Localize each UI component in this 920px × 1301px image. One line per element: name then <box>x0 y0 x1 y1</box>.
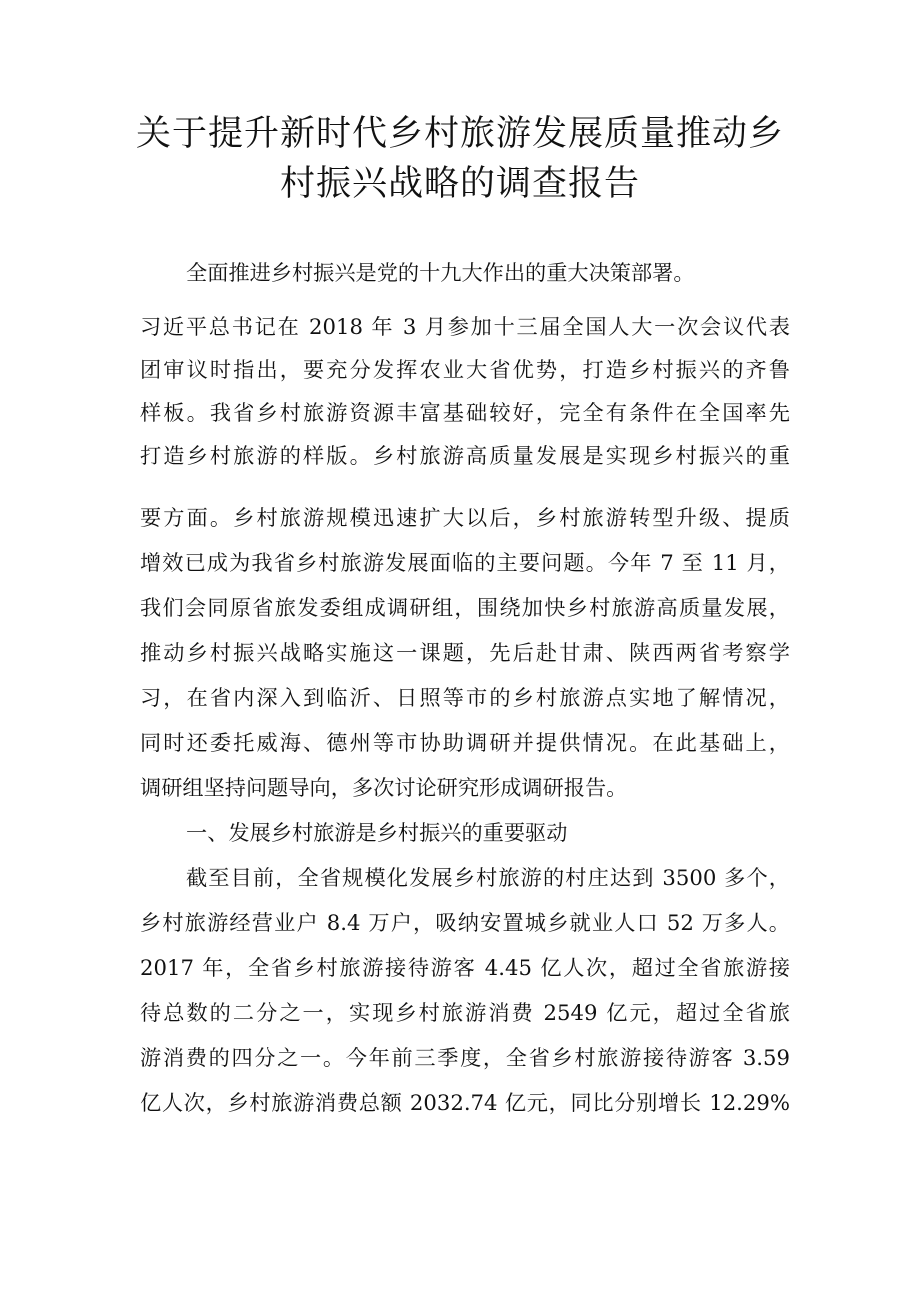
document-title-line-1: 关于提升新时代乡村旅游发展质量推动乡 <box>135 114 784 154</box>
paragraph-1-line-3: 团审议时指出，要充分发挥农业大省优势，打造乡村振兴的齐鲁 <box>140 357 790 382</box>
paragraph-1-line-10: 习，在省内深入到临沂、日照等市的乡村旅游点实地了解情况， <box>140 685 790 710</box>
paragraph-1-line-8: 我们会同原省旅发委组成调研组，围绕加快乡村旅游高质量发展， <box>140 595 790 620</box>
paragraph-1-line-2: 习近平总书记在 2018 年 3 月参加十三届全国人大一次会议代表 <box>140 314 790 339</box>
section-1-heading: 一、发展乡村旅游是乡村振兴的重要驱动 <box>186 820 568 845</box>
paragraph-2-line-1: 截至目前，全省规模化发展乡村旅游的村庄达到 3500 多个， <box>186 865 790 890</box>
paragraph-1-line-9: 推动乡村振兴战略实施这一课题，先后赴甘肃、陕西两省考察学 <box>140 640 790 665</box>
paragraph-1-line-11: 同时还委托威海、德州等市协助调研并提供情况。在此基础上， <box>140 730 790 755</box>
paragraph-2-line-5: 游消费的四分之一。今年前三季度，全省乡村旅游接待游客 3.59 <box>140 1045 790 1070</box>
paragraph-1-line-6: 要方面。乡村旅游规模迅速扩大以后，乡村旅游转型升级、提质 <box>140 505 790 530</box>
paragraph-1-line-5: 打造乡村旅游的样版。乡村旅游高质量发展是实现乡村振兴的重 <box>140 443 790 468</box>
paragraph-1-line-4: 样板。我省乡村旅游资源丰富基础较好，完全有条件在全国率先 <box>140 400 790 425</box>
paragraph-2-line-6: 亿人次，乡村旅游消费总额 2032.74 亿元，同比分别增长 12.29% <box>140 1090 790 1115</box>
document-title-line-2: 村振兴战略的调查报告 <box>279 164 640 204</box>
paragraph-1-line-1: 全面推进乡村振兴是党的十九大作出的重大决策部署。 <box>186 260 695 285</box>
paragraph-2-line-2: 乡村旅游经营业户 8.4 万户，吸纳安置城乡就业人口 52 万多人。 <box>140 910 790 935</box>
paragraph-2-line-3: 2017 年，全省乡村旅游接待游客 4.45 亿人次，超过全省旅游接 <box>140 955 790 980</box>
paragraph-1-line-7: 增效已成为我省乡村旅游发展面临的主要问题。今年 7 至 11 月， <box>140 550 790 575</box>
paragraph-1-line-12: 调研组坚持问题导向，多次讨论研究形成调研报告。 <box>140 775 628 800</box>
paragraph-2-line-4: 待总数的二分之一，实现乡村旅游消费 2549 亿元，超过全省旅 <box>140 1000 790 1025</box>
